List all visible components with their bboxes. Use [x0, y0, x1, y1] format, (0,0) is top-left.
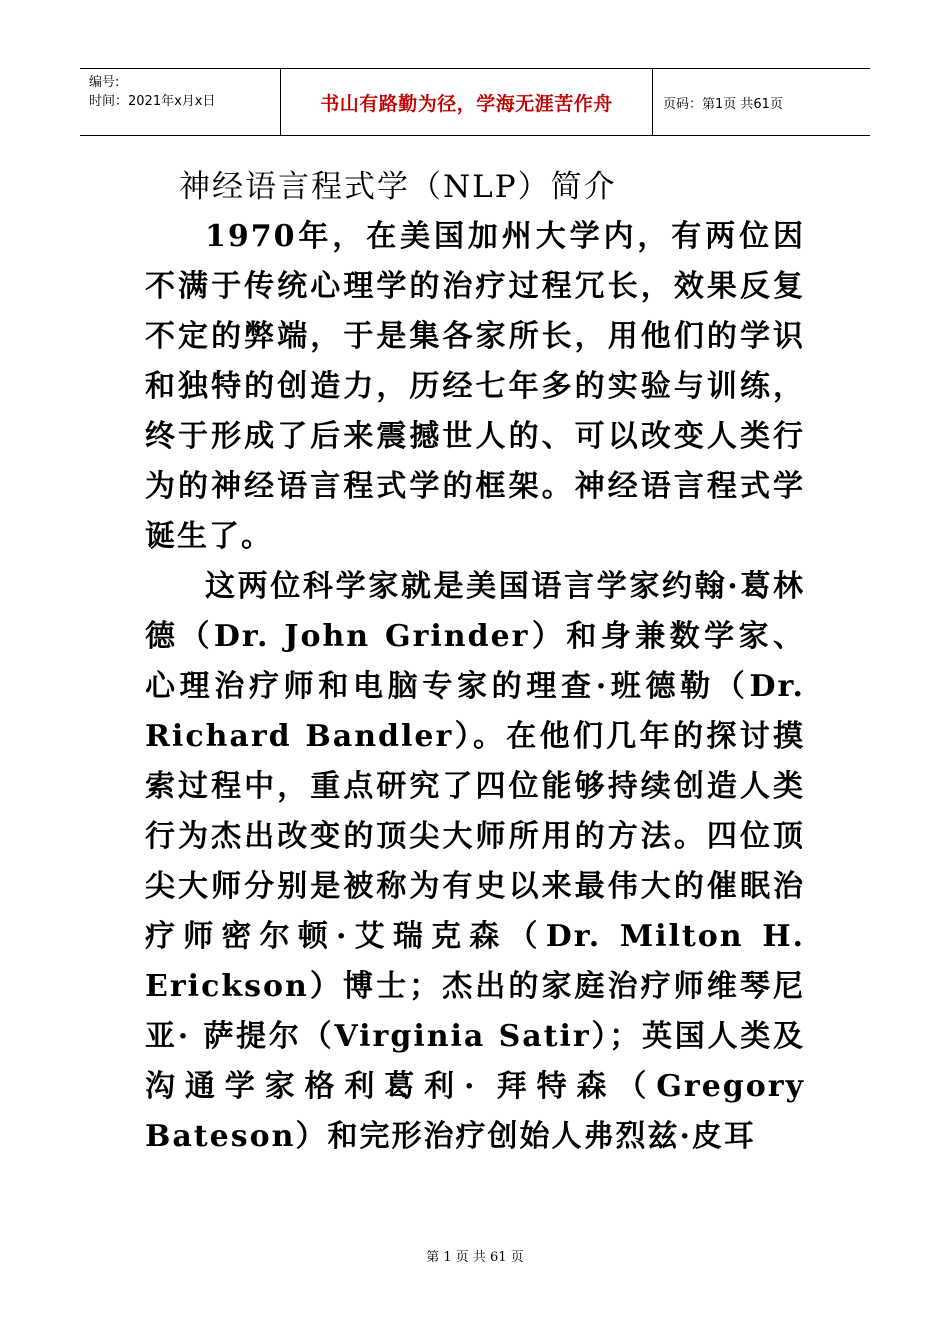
time-label: 时间：2021年x月x日	[89, 94, 216, 109]
paragraph-1: 1970年，在美国加州大学内，有两位因不满于传统心理学的治疗过程冗长，效果反复不定的弊端，于是集各家所长，用他们的学识和独特的创造力，历经七年多的实验与训练，终于形成了后来震撼世人的、可以改变人类行为的神经语言程式学的框架。神经语言程式学诞生了。	[145, 219, 805, 554]
header-table	[80, 68, 870, 136]
header-meta-cell	[80, 69, 281, 135]
page-info: 页码：第1页 共61页	[663, 96, 783, 112]
page-footer: 第 1 页 共 61 页	[426, 1250, 524, 1265]
paragraph-2: 这两位科学家就是美国语言学家约翰·葛林德（Dr. John Grinder）和身兼数学家、心理治疗师和电脑专家的理查·班德勒（Dr. Richard Bandler）。在他们几年的探讨摸索过程中，重点研究了四位能够持续创造人类行为杰出改变的顶尖大师所用的方法。四位顶尖大师分别是被称为有史以来最伟大的催眠治疗师密尔顿·艾瑞克森（Dr. Milton H. Erickson）博士；杰出的家庭治疗师维琴尼亚· 萨提尔（Virginia Satir）；英国人类及沟通学家格利葛利· 拜特森（Gregory Bateson）和完形治疗创始人弗烈兹·皮耳	[145, 569, 805, 1154]
document-body	[145, 162, 805, 1162]
header-page-cell	[653, 69, 870, 135]
document-title: 神经语言程式学（NLP）简介	[179, 169, 617, 205]
number-label: 编号:	[89, 75, 120, 90]
header-motto-cell	[281, 69, 653, 135]
motto-text: 书山有路勤为径，学海无涯苦作舟	[320, 92, 613, 115]
